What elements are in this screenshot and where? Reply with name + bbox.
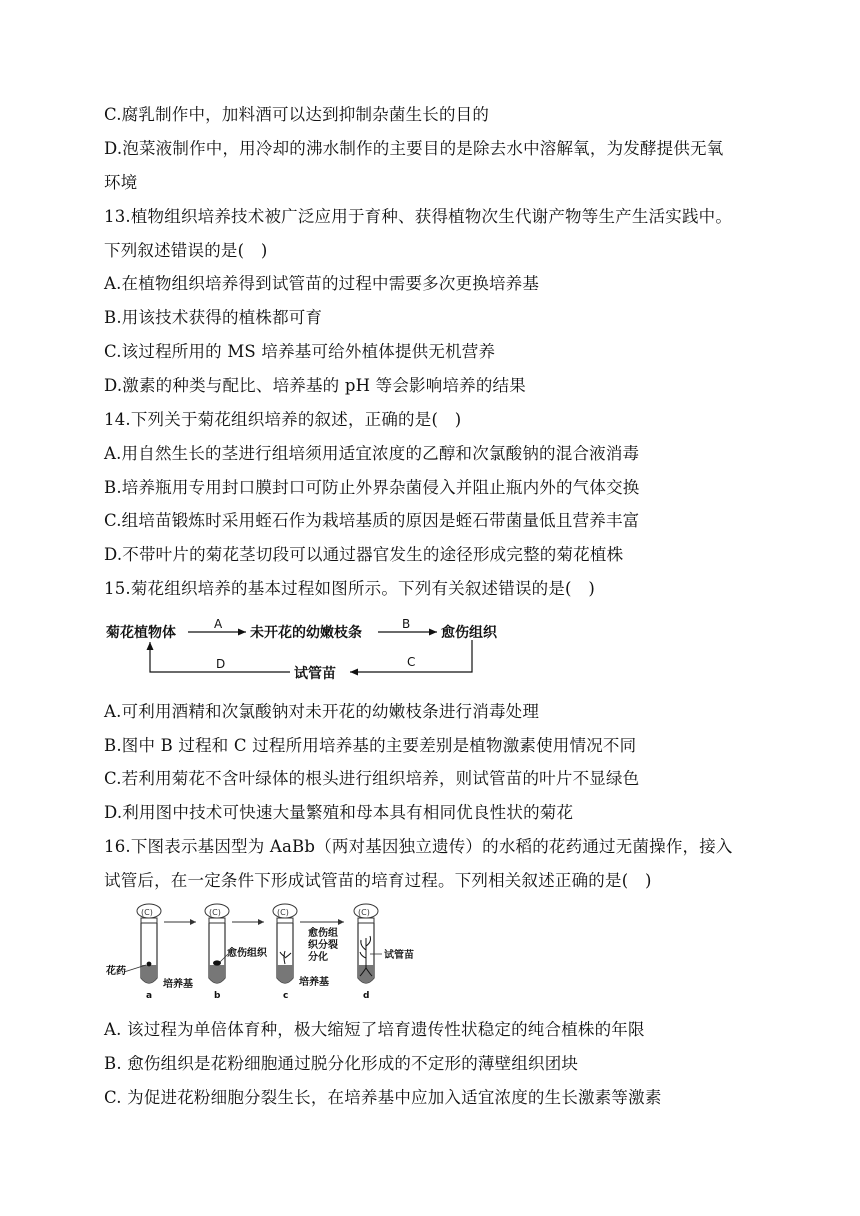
option-a: A. 该过程为单倍体育种，极大缩短了培育遗传性状稳定的纯合植株的年限 xyxy=(104,1020,645,1039)
label-a: A xyxy=(214,617,223,631)
arrow-a-head xyxy=(238,629,246,636)
tube-cap-label: (С) xyxy=(358,908,370,917)
option-a: A.用自然生长的茎进行组培须用适宜浓度的乙醇和次氯酸钠的混合液消毒 xyxy=(104,444,640,463)
arrow-d-head xyxy=(147,642,154,650)
arrow-c-head xyxy=(350,669,358,676)
sprout-icon xyxy=(280,951,291,964)
label-medium-1: 培养基 xyxy=(163,979,193,990)
label-tube-b: b xyxy=(214,991,221,1001)
anther-icon xyxy=(147,962,152,967)
question-15-stem: 15.菊花组织培养的基本过程如图所示。下列有关叙述错误的是( ) xyxy=(104,579,596,598)
option-d: D.不带叶片的菊花茎切段可以通过器官发生的途径形成完整的菊花植株 xyxy=(104,545,624,564)
question-14-stem: 14.下列关于菊花组织培养的叙述，正确的是( ) xyxy=(104,410,462,429)
label-redifferentiation-1: 愈伤组 xyxy=(308,928,338,939)
label-d: D xyxy=(216,657,226,671)
tissue-culture-flow-diagram xyxy=(100,614,520,686)
node-branch: 未开花的幼嫩枝条 xyxy=(250,625,362,641)
label-callus: 愈伤组织 xyxy=(227,948,267,959)
node-seedling: 试管苗 xyxy=(294,666,336,682)
test-tube-a xyxy=(137,904,161,983)
option-c: C.该过程所用的 MS 培养基可给外植体提供无机营养 xyxy=(104,342,496,361)
label-c: C xyxy=(407,655,416,669)
tube-cap-label: (С) xyxy=(209,908,221,917)
question-13-stem: 13.植物组织培养技术被广泛应用于育种、获得植物次生代谢产物等生产生活实践中。 xyxy=(104,207,733,226)
question-16-stem: 16.下图表示基因型为 AaBb（两对基因独立遗传）的水稻的花药通过无菌操作，接入 xyxy=(104,837,733,856)
option-a: A.在植物组织培养得到试管苗的过程中需要多次更换培养基 xyxy=(104,274,540,293)
option-c: C. 为促进花粉细胞分裂生长，在培养基中应加入适宜浓度的生长激素等激素 xyxy=(104,1088,662,1107)
option-b: B.用该技术获得的植株都可育 xyxy=(104,308,323,327)
option-d: D.利用图中技术可快速大量繁殖和母本具有相同优良性状的菊花 xyxy=(104,803,574,822)
label-b: B xyxy=(402,617,411,631)
label-tube-c: c xyxy=(283,991,289,1001)
label-seedling: 试管苗 xyxy=(384,950,414,961)
question-16-stem-cont: 试管后，在一定条件下形成试管苗的培育过程。下列相关叙述正确的是( ) xyxy=(104,871,652,890)
text-line: 环境 xyxy=(104,173,138,192)
label-tube-a: a xyxy=(146,991,153,1001)
option-b: B. 愈伤组织是花粉细胞通过脱分化形成的不定形的薄壁组织团块 xyxy=(104,1054,579,1073)
question-13-stem-cont: 下列叙述错误的是( ) xyxy=(104,241,268,260)
option-a: A.可利用酒精和次氯酸钠对未开花的幼嫩枝条进行消毒处理 xyxy=(104,702,540,721)
text-line: C.腐乳制作中，加料酒可以达到抑制杂菌生长的目的 xyxy=(104,105,490,124)
arrow-b-head xyxy=(429,629,437,636)
test-tube-c xyxy=(273,904,297,983)
text-line: D.泡菜液制作中，用冷却的沸水制作的主要目的是除去水中溶解氧，为发酵提供无氧 xyxy=(104,139,724,158)
label-redifferentiation-3: 分化 xyxy=(308,952,328,963)
option-b: B.培养瓶用专用封口膜封口可防止外界杂菌侵入并阻止瓶内外的气体交换 xyxy=(104,478,640,497)
option-c: C.组培苗锻炼时采用蛭石作为栽培基质的原因是蛭石带菌量低且营养丰富 xyxy=(104,511,640,530)
tube-cap-label: (С) xyxy=(277,908,289,917)
option-c: C.若利用菊花不含叶绿体的根头进行组织培养，则试管苗的叶片不显绿色 xyxy=(104,769,640,788)
test-tube-b xyxy=(205,904,229,983)
node-plant: 菊花植物体 xyxy=(106,625,176,641)
callus-icon xyxy=(213,960,221,965)
label-redifferentiation-2: 织分裂 xyxy=(308,940,338,951)
option-d: D.激素的种类与配比、培养基的 pH 等会影响培养的结果 xyxy=(104,376,526,395)
option-b: B.图中 B 过程和 C 过程所用培养基的主要差别是植物激素使用情况不同 xyxy=(104,736,637,755)
test-tube-culture-diagram xyxy=(104,902,434,1002)
node-callus: 愈伤组织 xyxy=(441,625,497,641)
test-tube-d xyxy=(354,904,378,983)
label-anther: 花药 xyxy=(106,966,126,977)
label-tube-d: d xyxy=(363,991,370,1001)
label-medium-2: 培养基 xyxy=(299,977,329,988)
tube-cap-label: (С) xyxy=(141,908,153,917)
